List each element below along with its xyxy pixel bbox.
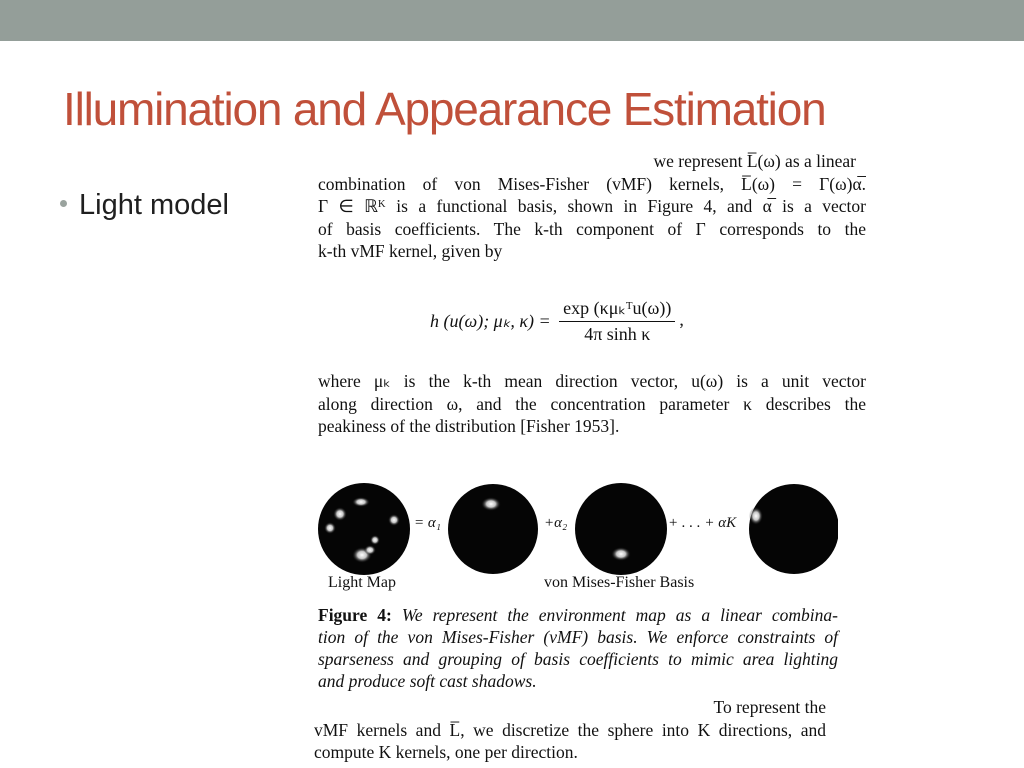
figure-caption-line: sparseness and grouping of basis coefficients to mimic area lighting bbox=[318, 649, 838, 669]
vmf-basis-sphere-k bbox=[749, 484, 838, 574]
figure-label-vmf-basis: von Mises-Fisher Basis bbox=[544, 574, 695, 591]
paragraph-line: along direction ω, and the concentration parameter κ describes the bbox=[318, 393, 866, 414]
paragraph-line: peakiness of the distribution [Fisher 1953]. bbox=[318, 416, 620, 436]
equation-fraction bbox=[559, 298, 675, 345]
bullet-item bbox=[60, 189, 229, 222]
vmf-basis-sphere-2 bbox=[575, 483, 667, 575]
bullet-text: Light model bbox=[79, 189, 229, 221]
figure-caption-line: and produce soft cast shadows. bbox=[318, 671, 537, 691]
operator-alpha-2: +α₂ bbox=[544, 515, 568, 531]
paragraph-line: To represent the bbox=[713, 697, 826, 717]
vmf-basis-figure bbox=[318, 480, 838, 578]
paragraph-light-representation bbox=[318, 150, 866, 263]
figure-caption-line: tion of the von Mises-Fisher (vMF) basis. We enforce constraints of bbox=[318, 627, 838, 647]
operator-alpha-1: = α₁ bbox=[414, 515, 441, 531]
vmf-basis-sphere-1 bbox=[448, 484, 538, 574]
equation-trailing-comma: , bbox=[679, 309, 684, 330]
paragraph-line: of basis coefficients. The k-th component of Γ corresponds to the bbox=[318, 218, 866, 239]
vmf-equation bbox=[430, 298, 684, 345]
paragraph-line: where μₖ is the k-th mean direction vector, u(ω) is a unit vector bbox=[318, 371, 866, 391]
paragraph-line: Γ ∈ ℝᴷ is a functional basis, shown in Figure 4, and α̅ is a vector bbox=[318, 196, 866, 216]
light-map-sphere bbox=[318, 483, 410, 575]
bullet-dot-icon bbox=[60, 200, 67, 207]
slide-title: Illumination and Appearance Estimation bbox=[63, 83, 826, 135]
top-decorative-band bbox=[0, 0, 1024, 41]
paragraph-discretization bbox=[314, 696, 826, 764]
paragraph-line: combination of von Mises-Fisher (vMF) kernels, L̅(ω) = Γ(ω)α̅. bbox=[318, 173, 866, 194]
equation-lhs: h (u(ω); μₖ, κ) = bbox=[430, 311, 551, 331]
paper-excerpt-image bbox=[310, 148, 880, 768]
operator-alpha-k: + . . . + αK bbox=[668, 515, 737, 531]
paragraph-mean-direction bbox=[318, 370, 866, 438]
paragraph-line: compute K kernels, one per direction. bbox=[314, 742, 578, 762]
paragraph-line: we represent L̅(ω) as a linear bbox=[653, 151, 856, 171]
paragraph-line: k-th vMF kernel, given by bbox=[318, 241, 503, 261]
equation-denominator: 4π sinh κ bbox=[584, 324, 651, 344]
figure-label-light-map: Light Map bbox=[328, 574, 396, 591]
figure-caption-lead: Figure 4: bbox=[318, 605, 392, 625]
figure-caption bbox=[318, 604, 838, 692]
paragraph-line: vMF kernels and L̅, we discretize the sphere into K directions, and bbox=[314, 719, 826, 740]
figure-caption-line: We represent the environment map as a linear combina- bbox=[401, 605, 838, 625]
equation-numerator: exp (κμₖᵀu(ω)) bbox=[559, 298, 675, 322]
